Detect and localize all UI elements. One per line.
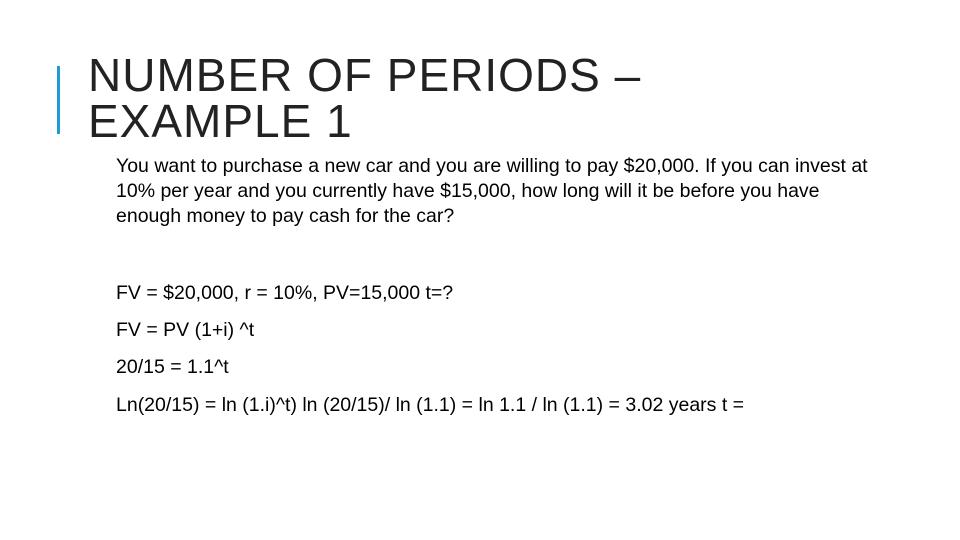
given-values-line: FV = $20,000, r = 10%, PV=15,000 t=?	[116, 282, 454, 304]
slide-body	[116, 154, 896, 229]
slide-title-line-2: EXAMPLE 1	[88, 95, 353, 147]
title-accent-bar	[57, 66, 60, 134]
logarithm-solution-line: Ln(20/15) = ln (1.i)^t) ln (20/15)/ ln (1.1) = ln 1.1 / ln (1.1) = 3.02 years t =	[116, 394, 745, 416]
ratio-equation-line: 20/15 = 1.1^t	[116, 356, 229, 378]
slide-title-line-1: NUMBER OF PERIODS –	[88, 49, 642, 101]
slide-title	[88, 49, 848, 147]
problem-statement: You want to purchase a new car and you are willing to pay $20,000. If you can invest at 10% per year and you currently have $15,000, how long will it be before you have enough money to pay cash for the car?	[116, 155, 868, 227]
formula-line: FV = PV (1+i) ^t	[116, 319, 255, 341]
